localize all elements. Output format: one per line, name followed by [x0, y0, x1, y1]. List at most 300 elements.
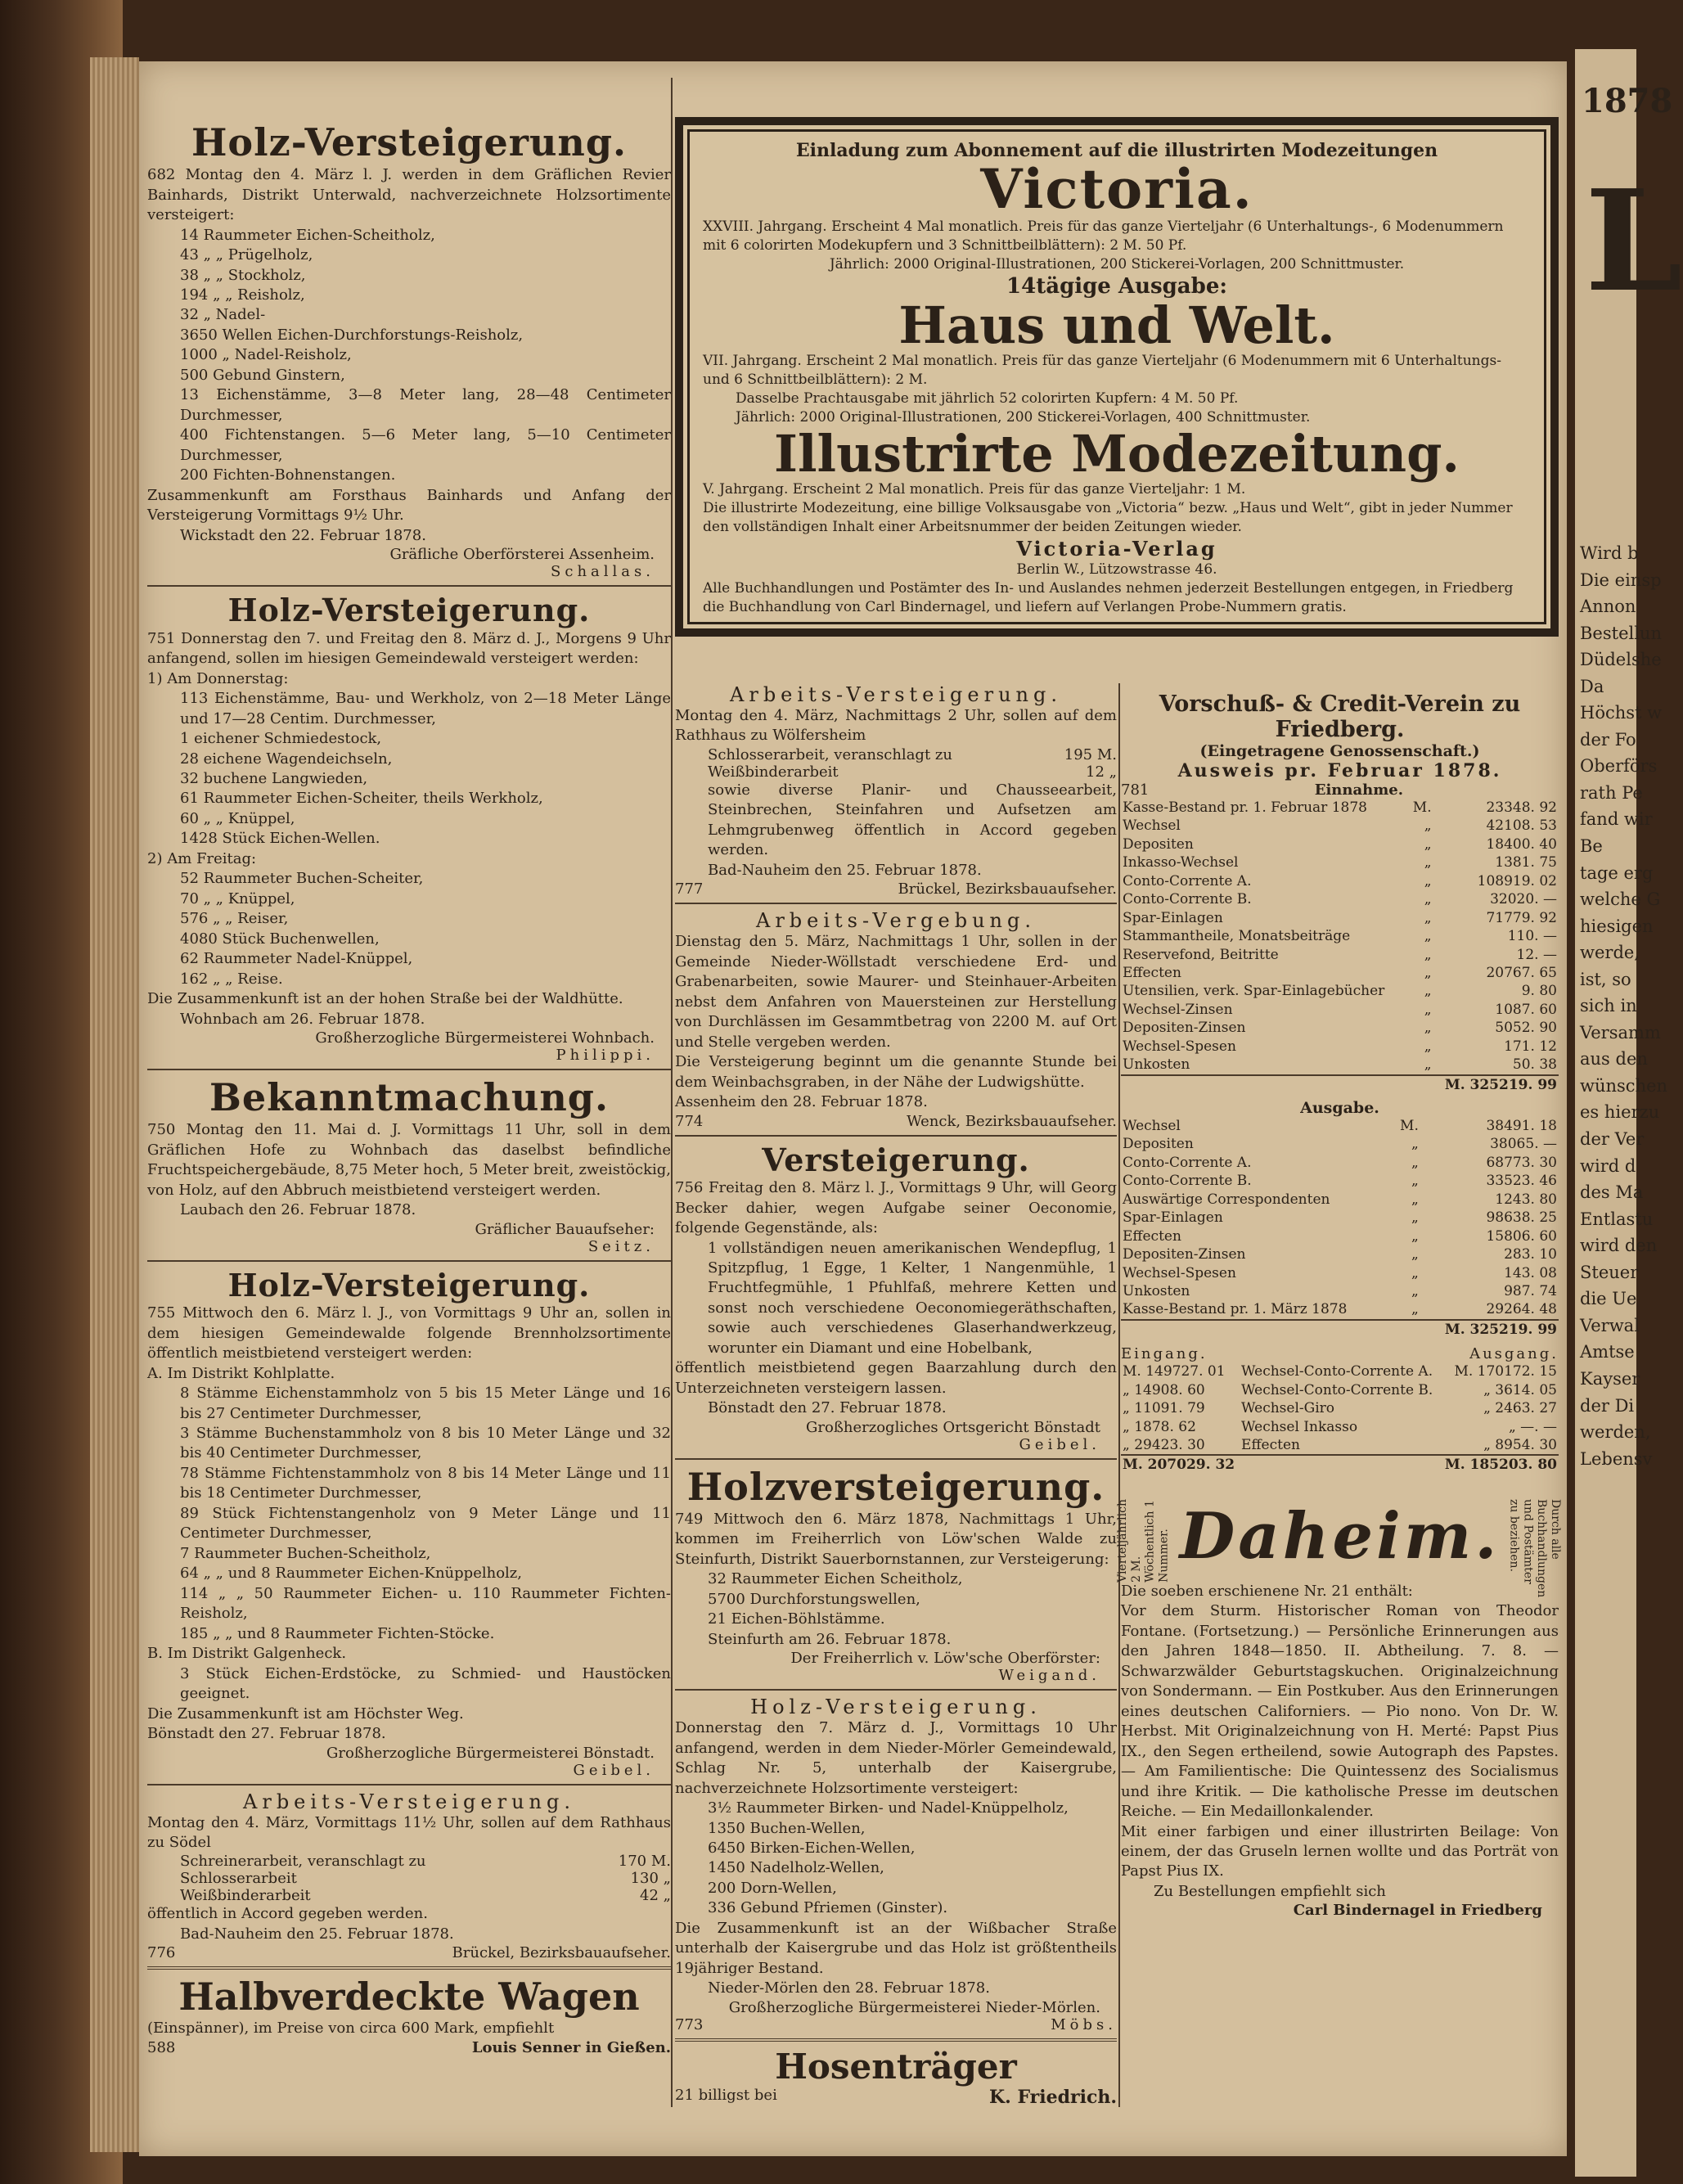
cell-label: Wechsel-Zinsen [1123, 1001, 1233, 1018]
facing-page-line: Da [1580, 676, 1604, 696]
cell-cur: „ [1424, 983, 1432, 1000]
ad-closing: öffentlich in Accord gegeben werden. [147, 1905, 428, 1923]
cell-value: 110. — [1507, 928, 1557, 945]
cell-out: M. 170172. 15 [1454, 1363, 1557, 1380]
cell-cur: „ [1411, 1227, 1419, 1245]
list-item: 1350 Buchen-Wellen, [708, 1819, 866, 1837]
daheim-text: Mit einer farbigen und einer illustrirten Beilage: Von einem, der das Gruseln lernen wollte und das Porträt von Papst Pius IX. [1121, 1822, 1559, 1880]
list-item: Schreinerarbeit, veranschlagt zu 170 M. [180, 1853, 671, 1871]
acc-total-in: M. 207029. 32 [1121, 1455, 1240, 1474]
cell-label: Spar-Einlagen [1123, 1209, 1223, 1227]
column-2 [675, 683, 1117, 2108]
item-list [147, 1853, 671, 1904]
ad-footer [675, 880, 1117, 898]
cell-cur: „ [1411, 1154, 1419, 1171]
cell-value: 20767. 65 [1486, 964, 1557, 981]
table-row [1121, 982, 1559, 1000]
list-item: 1000 „ Nadel-Reisholz, [180, 346, 352, 364]
cell-value: 15806. 60 [1486, 1227, 1557, 1245]
page-edges [90, 57, 139, 2152]
box-publisher: Victoria-Verlag [1016, 536, 1217, 561]
ad-text: Die Versteigerung beginnt um die genannte Stunde bei dem Weinbachsgraben, in der Nähe der Ludwigshütte. [675, 1053, 1117, 1091]
daheim-title: Daheim. [1179, 1498, 1501, 1574]
cell-value: 33523. 46 [1486, 1173, 1557, 1190]
cell-label: Reservefond, Beitritte [1123, 946, 1279, 963]
table-row [1121, 799, 1559, 817]
table-row [1121, 872, 1559, 890]
facing-page-line: die Ue [1580, 1289, 1637, 1309]
table-row [1121, 1362, 1559, 1380]
income-heading: Einnahme. [1314, 781, 1403, 799]
ad-intro: 751 Donnerstag den 7. und Freitag den 8. März d. J., Morgens 9 Uhr anfangend, sollen im hiesigen Gemeindewald versteigert werden: [147, 629, 671, 668]
ad-title: Halbverdeckte Wagen [178, 1975, 640, 2020]
cell-label: Conto-Corrente B. [1123, 1173, 1252, 1190]
table-row [1121, 1154, 1559, 1172]
ad-footer [675, 2087, 1117, 2108]
table-row [1121, 835, 1559, 853]
cell-label: Wechsel-Spesen [1123, 1264, 1236, 1281]
list-item: 200 Fichten-Bohnenstangen. [180, 466, 396, 484]
ad-place-date: Wickstadt den 22. Februar 1878. [180, 526, 426, 544]
cell-label: Utensilien, verk. Spar-Einlagebücher [1123, 983, 1385, 1000]
cell-value: 9. 80 [1521, 983, 1557, 1000]
ad-title: Holz-Versteigerung. [191, 120, 628, 164]
list-item: 52 Raummeter Buchen-Scheiter, [180, 870, 424, 888]
table-row [1121, 1135, 1559, 1153]
box-text: Die illustrirte Modezeitung, eine billige Volksausgabe von „Victoria“ bezw. „Haus und Welt“, gibt in jeder Nummer den vollständigen Inhalt einer Arbeitsnummer der beiden Zeitungen wieder. [703, 499, 1513, 535]
cell-value: 1087. 60 [1495, 1001, 1557, 1018]
ad-text: 749 Mittwoch den 6. März 1878, Nachmittags 1 Uhr, kommen im Freiherrlich von Löw'schen Walde zu Steinfurth, Distrikt Sauerbornstannen, zur Versteigerung: [675, 1510, 1117, 1568]
facing-page-line: Höchst w [1580, 703, 1663, 723]
facing-page-line: aus den [1580, 1049, 1648, 1069]
cell-label: Kasse-Bestand pr. 1. Februar 1878 [1123, 799, 1367, 816]
ad-authority: Großherzogliches Ortsgericht Bönstadt [806, 1418, 1100, 1436]
facing-page-line: Be [1580, 836, 1603, 857]
ad-place-date: Steinfurth am 26. Februar 1878. [708, 1630, 952, 1648]
facing-page-line: Kayser [1580, 1368, 1640, 1389]
list-item: Weißbinderarbeit 12 „ [708, 763, 1117, 781]
cell-label: Conto-Corrente B. [1123, 891, 1252, 908]
facing-page-fragments [1580, 540, 1668, 1472]
cell-cur: „ [1424, 909, 1432, 926]
cell-label: Kasse-Bestand pr. 1. März 1878 [1123, 1301, 1348, 1318]
box-text: Jährlich: 2000 Original-Illustrationen, 200 Stickerei-Vorlagen, 400 Schnittmuster. [736, 409, 1311, 426]
ad-authority: Großherzogliche Bürgermeisterei Nieder-Mörlen. [728, 1998, 1100, 2016]
box-footer: Alle Buchhandlungen und Postämter des In- und Auslandes nehmen jederzeit Bestellungen entgegen, in Friedberg die Buchhandlung von Carl Bindernagel, und liefern auf Verlangen Probe-Nummern gratis. [703, 579, 1514, 615]
cell-cur: „ [1411, 1246, 1419, 1263]
list-item: 576 „ „ Reiser, [180, 910, 289, 928]
ad-intro: Montag den 4. März, Vormittags 11½ Uhr, sollen auf dem Rathhaus zu Södel [147, 1813, 671, 1851]
daheim-signer: Carl Bindernagel in Friedberg [1293, 1902, 1542, 1920]
ad-title: Holz-Versteigerung. [227, 1266, 591, 1304]
ad-title: Arbeits-Versteigerung. [243, 1790, 575, 1813]
table-row [1121, 1227, 1559, 1245]
acc-total-out: M. 185203. 80 [1440, 1455, 1559, 1474]
cell-cur: M. [1400, 1118, 1419, 1134]
facing-page-line: Entlastu [1580, 1209, 1654, 1229]
table-row [1121, 1399, 1559, 1417]
cell-label: Effecten [1241, 1437, 1300, 1453]
cell-value: 987. 74 [1504, 1282, 1557, 1299]
cell-cur: „ [1424, 817, 1432, 835]
cell-label: Conto-Corrente A. [1123, 872, 1252, 889]
ad-place-date: Bönstadt den 27. Februar 1878. [708, 1399, 947, 1417]
table-row [1121, 1264, 1559, 1282]
item-list [675, 1569, 1117, 1629]
item-list [147, 689, 671, 849]
list-item: Schlosserarbeit, veranschlagt zu 195 M. [708, 745, 1117, 763]
table-row [1121, 1418, 1559, 1436]
ad-place-date: Bönstadt den 27. Februar 1878. [147, 1725, 386, 1743]
cell-cur: „ [1411, 1191, 1419, 1208]
table-row [1121, 1056, 1559, 1074]
ad-place-date: Nieder-Mörlen den 28. Februar 1878. [708, 1979, 990, 1997]
facing-page-line: Düdelshe [1580, 650, 1662, 670]
ad-authority: Gräflicher Bauaufseher: [475, 1220, 655, 1238]
item-list [675, 1799, 1117, 1919]
facing-page-line: des Ma [1580, 1182, 1644, 1203]
box-text: XXVIII. Jahrgang. Erscheint 4 Mal monatlich. Preis für das ganze Vierteljahr (6 Unterhaltungs-, 6 Modenummern mit 6 colorirten Modekupfern und 3 Schnittbeilblättern): 2 M. 50 Pf. [703, 218, 1504, 254]
facing-page-line: Bestellun [1580, 623, 1662, 643]
table-row [1121, 909, 1559, 927]
ad-closing: Zusammenkunft am Forsthaus Bainhards und Anfang der Versteigerung Vormittags 9½ Uhr. [147, 486, 671, 525]
cell-out: „ 8954. 30 [1483, 1437, 1557, 1453]
table-row [1121, 1436, 1559, 1455]
ad-signer: Weigand. [998, 1667, 1100, 1685]
list-item: 13 Eichenstämme, 3—8 Meter lang, 28—48 Centimeter Durchmesser, [180, 386, 671, 424]
list-item: 185 „ „ und 8 Raummeter Fichten-Stöcke. [180, 1624, 495, 1642]
facing-page-line: Annon [1580, 597, 1636, 617]
facing-page-line: der Ver [1580, 1129, 1645, 1150]
table-row [1121, 1038, 1559, 1056]
ad-place-date: Assenheim den 28. Februar 1878. [675, 1093, 928, 1111]
cell-label: Inkasso-Wechsel [1123, 854, 1239, 871]
cell-cur: „ [1424, 1020, 1432, 1037]
district-heading: A. Im Distrikt Kohlplatte. [147, 1364, 335, 1382]
list-item: 114 „ „ 50 Raummeter Eichen- u. 110 Raummeter Fichten-Reisholz, [180, 1584, 671, 1623]
cell-cur: „ [1424, 1001, 1432, 1018]
item-list [147, 869, 671, 989]
ad-text: 21 billigst bei [675, 2086, 777, 2104]
eingang-heading: Eingang. [1121, 1345, 1208, 1363]
cell-label: Spar-Einlagen [1123, 909, 1223, 926]
list-item: 4080 Stück Buchenwellen, [180, 930, 380, 948]
ad-intro: 755 Mittwoch den 6. März l. J., von Vormittags 9 Uhr an, sollen in dem hiesigen Gemeindewalde folgende Brennholzsortimente öffentlich meistbietend versteigert werden: [147, 1304, 671, 1362]
table-row [1121, 1191, 1559, 1209]
list-item: 113 Eichenstämme, Bau- und Werkholz, von 2—18 Meter Länge und 17—28 Centim. Durchmesser, [180, 690, 671, 727]
cell-cur: „ [1424, 872, 1432, 889]
verein-number: 781 [1121, 781, 1150, 799]
facing-page-line: Lebensv [1580, 1448, 1653, 1469]
column-1 [147, 61, 671, 2056]
daheim-side-note: Vierteljährlich 2 M. Wöchentlich 1 Nummer. [1116, 1498, 1171, 1583]
cell-cur: „ [1411, 1209, 1419, 1227]
list-item: 3½ Raummeter Birken- und Nadel-Knüppelholz, [708, 1799, 1069, 1817]
list-item: 62 Raummeter Nadel-Knüppel, [180, 950, 413, 968]
cell-label: Wechsel [1123, 817, 1181, 835]
ad-signer: K. Friedrich. [989, 2086, 1117, 2108]
box-text: V. Jahrgang. Erscheint 2 Mal monatlich. Preis für das ganze Vierteljahr: 1 M. [703, 481, 1246, 498]
table-row [1121, 890, 1559, 908]
facing-page-line: wird d [1580, 1155, 1636, 1176]
ad-title: Holzversteigerung. [686, 1464, 1105, 1509]
ad-text: 750 Montag den 11. Mai d. J. Vormittags 11 Uhr, soll in dem Gräflichen Hofe zu Wohnbach das daselbst befindliche Fruchtspeichergebäude, 8,75 Meter hoch, 5 Meter breit, zweistöckig, von Holz, auf den Abbruch meistbietend versteigert werden. [147, 1121, 671, 1199]
ad-signer: Seitz. [587, 1237, 655, 1255]
facing-page-line: Die einsp [1580, 570, 1662, 590]
list-item: 1428 Stück Eichen-Wellen. [180, 830, 380, 848]
facing-page-line: Amtse [1580, 1342, 1635, 1362]
facing-page-line: Versamm [1580, 1022, 1661, 1042]
cell-cur: „ [1411, 1282, 1419, 1299]
ad-title: Versteigerung. [762, 1141, 1030, 1178]
list-item: 3 Stück Eichen-Erdstöcke, zu Schmied- und Haustöcken geeignet. [180, 1664, 671, 1703]
district-heading: B. Im Distrikt Galgenheck. [147, 1645, 347, 1663]
ausgang-heading: Ausgang. [1469, 1345, 1559, 1363]
cell-value: 108919. 02 [1477, 872, 1557, 889]
daheim-closing: Zu Bestellungen empfiehlt sich [1154, 1882, 1386, 1900]
box-title-haus-und-welt: Haus und Welt. [898, 295, 1335, 356]
facing-page [1575, 49, 1683, 2177]
facing-page-line: Wird b [1580, 543, 1639, 563]
cell-cur: „ [1424, 964, 1432, 981]
list-item: 1 eichener Schmiedestock, [180, 730, 382, 748]
list-item: 3 Stämme Buchenstammholz von 8 bis 10 Meter Länge und 32 bis 40 Centimeter Durchmesser, [180, 1425, 671, 1462]
box-text: Dasselbe Prachtausgabe mit jährlich 52 colorirten Kupfern: 4 M. 50 Pf. [736, 390, 1239, 408]
list-item: 78 Stämme Fichtenstammholz von 8 bis 14 Meter Länge und 11 bis 18 Centimeter Durchmesser, [180, 1464, 671, 1502]
ad-signer: Geibel. [573, 1761, 655, 1779]
cell-label: Wechsel-Giro [1241, 1400, 1335, 1417]
ad-number: 588 [147, 2038, 176, 2056]
table-row [1121, 1282, 1559, 1300]
facing-page-line: es hierzu [1580, 1102, 1660, 1123]
table-row [1121, 817, 1559, 835]
cell-cur: „ [1424, 835, 1432, 853]
list-item: 1450 Nadelholz-Wellen, [708, 1859, 884, 1877]
table-row [1121, 1381, 1559, 1399]
list-item: 400 Fichtenstangen. 5—6 Meter lang, 5—10 Centimeter Durchmesser, [180, 426, 671, 464]
ad-place-date: Laubach den 26. Februar 1878. [180, 1201, 416, 1219]
list-item: 38 „ „ Stockholz, [180, 266, 306, 284]
cell-label: Stammantheile, Monatsbeiträge [1123, 928, 1351, 945]
item-list [147, 1384, 671, 1644]
ad-place-date: Bad-Nauheim den 25. Februar 1878. [708, 861, 982, 879]
list-item: 21 Eichen-Böhlstämme. [708, 1610, 885, 1628]
daheim-text: Vor dem Sturm. Historischer Roman von Theodor Fontane. (Fortsetzung.) — Persönliche Erinnerungen aus den Jahren 1848—1850. II. Abtheilung. 7. 8. — Schwarzwälder Geburtstagskuchen. Originalzeichnung von Sondermann. — Ein Postkuber. Aus den Erinnerungen eines deutschen Californiers. — Pio nono. Von Dr. W. Herbst. Mit Originalzeichnung von H. Merté: Papst Pius IX., den Segen ertheilend, sowie Autograph des Papstes. — Am Familientische: Die Quintessenz des Socialismus und ihre Kritik. — Die katholische Presse im deutschen Reiche. — Ein Medaillonkalender. [1121, 1602, 1559, 1821]
cell-label: Wechsel Inkasso [1241, 1418, 1358, 1435]
ad-title: Bekanntmachung. [209, 1075, 609, 1120]
box-text: VII. Jahrgang. Erscheint 2 Mal monatlich. Preis für das ganze Vierteljahr (6 Modenummern mit 6 Unterhaltungs- und 6 Schnittbeilblättern): 2 M. [703, 353, 1501, 389]
list-item: Schlosserarbeit 130 „ [180, 1870, 671, 1888]
ad-authority: Der Freiherrlich v. Löw'sche Oberförster: [790, 1650, 1100, 1668]
cell-value: 71779. 92 [1486, 909, 1557, 926]
facing-page-initial: L [1585, 160, 1683, 323]
ad-number: 773 [675, 2015, 704, 2033]
list-item: 32 Raummeter Eichen Scheitholz, [708, 1570, 963, 1588]
cell-label: Wechsel-Conto-Corrente B. [1241, 1381, 1433, 1398]
column-rule [671, 78, 673, 2107]
table-row [1121, 1209, 1559, 1227]
cell-cur: „ [1424, 1038, 1432, 1055]
list-item: 89 Stück Fichtenstangenholz von 9 Meter Länge und 11 Centimeter Durchmesser, [180, 1504, 671, 1542]
cell-value: 1381. 75 [1495, 854, 1557, 871]
cell-out: „ 2463. 27 [1483, 1400, 1557, 1417]
daheim-side-note: Durch alle Buchhandlungen und Postämter zu beziehen. [1507, 1498, 1562, 1598]
cell-cur: „ [1424, 946, 1432, 963]
cell-cur: „ [1411, 1264, 1419, 1281]
facing-page-line: der Di [1580, 1395, 1635, 1416]
ad-signer: Philippi. [556, 1047, 655, 1065]
cell-cur: „ [1411, 1173, 1419, 1190]
ad-text: Dienstag den 5. März, Nachmittags 1 Uhr, sollen in der Gemeinde Nieder-Wöllstadt verschiedene Erd- und Grabenarbeiten, sowie Maurer- und Steinhauer-Arbeiten nebst dem Anfahren von Mauersteinen zur Herstellung von Durchlässen im Gesammtbetrag von 2200 M. auf Ort und Stelle vergeben werden. [675, 933, 1117, 1051]
facing-page-line: Steuer [1580, 1262, 1639, 1282]
table-row [1121, 1245, 1559, 1263]
cell-label: Depositen [1123, 1136, 1194, 1153]
table-row [1121, 1117, 1559, 1135]
list-item: 32 „ Nadel- [180, 306, 266, 324]
facing-page-line: hiesigen [1580, 916, 1654, 936]
ad-authority: Gräfliche Oberförsterei Assenheim. [389, 546, 655, 564]
cell-value: 98638. 25 [1486, 1209, 1557, 1227]
list-item: 32 buchene Langwieden, [180, 769, 368, 787]
expense-total: M. 325219. 99 [1420, 1320, 1559, 1339]
list-item: 43 „ „ Prügelholz, [180, 246, 313, 264]
cell-value: 12. — [1516, 946, 1557, 963]
list-item: Weißbinderarbeit 42 „ [180, 1887, 671, 1905]
cell-label: Depositen-Zinsen [1123, 1020, 1246, 1037]
cell-cur: „ [1411, 1136, 1419, 1153]
box-invite: Einladung zum Abonnement auf die illustrirten Modezeitungen [795, 140, 1438, 161]
cell-in: „ 11091. 79 [1123, 1400, 1205, 1417]
newspaper-page [139, 61, 1567, 2156]
list-item: 7 Raummeter Buchen-Scheitholz, [180, 1544, 431, 1562]
cell-cur: M. [1412, 799, 1432, 816]
verein-title: Vorschuß- & Credit-Verein zu Friedberg. [1159, 691, 1521, 742]
ad-intro: 682 Montag den 4. März l. J. werden in dem Gräflichen Revier Bainhards, Distrikt Unterwald, nachverzeichnete Holzsortimente versteigert: [147, 166, 671, 224]
ad-authority: Großherzogliche Bürgermeisterei Wohnbach. [315, 1029, 655, 1047]
list-item: 500 Gebund Ginstern, [180, 366, 345, 384]
cell-out: „ —. — [1508, 1418, 1557, 1435]
list-item: 194 „ „ Reisholz, [180, 286, 305, 304]
facing-page-line: Verwal [1580, 1315, 1640, 1335]
income-total: M. 325219. 99 [1433, 1075, 1559, 1094]
ad-signer: Möbs. [1051, 2015, 1117, 2033]
cell-in: „ 1878. 62 [1123, 1418, 1196, 1435]
cell-label: Depositen [1123, 835, 1194, 853]
ad-signer: Schallas. [551, 563, 655, 581]
cell-value: 1243. 80 [1495, 1191, 1557, 1208]
daheim-intro: Die soeben erschienene Nr. 21 enthält: [1121, 1582, 1413, 1600]
ad-signer: Brückel, Bezirksbauaufseher. [452, 1944, 671, 1962]
table-row [1121, 853, 1559, 871]
list-item: 3650 Wellen Eichen-Durchforstungs-Reisholz, [180, 326, 524, 344]
ad-text: (Einspänner), im Preise von circa 600 Mark, empfiehlt [147, 2020, 555, 2038]
ad-place-date: Bad-Nauheim den 25. Februar 1878. [180, 1925, 454, 1943]
list-item: 5700 Durchforstungswellen, [708, 1590, 920, 1608]
cell-value: 283. 10 [1504, 1246, 1557, 1263]
box-title-victoria: Victoria. [980, 157, 1253, 221]
expense-heading: Ausgabe. [1300, 1099, 1379, 1117]
ad-signer: Wenck, Bezirksbauaufseher. [907, 1112, 1117, 1130]
facing-page-line: tage erg [1580, 862, 1654, 883]
day-heading: 2) Am Freitag: [147, 849, 257, 867]
expense-table [1121, 1117, 1559, 1339]
table-row [1121, 964, 1559, 982]
cell-value: 143. 08 [1504, 1264, 1557, 1281]
cell-label: Wechsel-Spesen [1123, 1038, 1236, 1055]
facing-page-line: ist, so [1580, 969, 1631, 989]
cell-value: 50. 38 [1512, 1056, 1557, 1074]
list-item: 8 Stämme Eichenstammholz von 5 bis 15 Meter Länge und 16 bis 27 Centimeter Durchmesser, [180, 1385, 671, 1422]
box-text: Jährlich: 2000 Original-Illustrationen, 200 Stickerei-Vorlagen, 200 Schnittmuster. [829, 256, 1405, 273]
ad-footer [675, 2016, 1117, 2033]
table-row [1121, 927, 1559, 945]
ad-closing: sowie diverse Planir- und Chausseearbeit, Steinbrechen, Steinfahren und Aufsetzen am Lehmgrubenweg öffentlich in Accord gegeben werden. [708, 781, 1117, 859]
list-item: 200 Dorn-Wellen, [708, 1879, 837, 1897]
cell-label: Conto-Corrente A. [1123, 1154, 1252, 1171]
table-row [1121, 1172, 1559, 1190]
facing-page-line: fand wir [1580, 809, 1653, 830]
facing-page-line: Oberförs [1580, 756, 1658, 777]
cell-in: M. 149727. 01 [1123, 1363, 1226, 1380]
ad-number: 774 [675, 1112, 704, 1130]
ad-closing: Die Zusammenkunft ist an der Wißbacher Straße unterhalb der Kaisergrube und das Holz ist größtentheils 19jähriger Bestand. [675, 1919, 1117, 1977]
facing-page-line: wünschen [1580, 1075, 1668, 1096]
ad-title: Holz-Versteigerung. [227, 592, 591, 629]
cell-value: 38065. — [1490, 1136, 1557, 1153]
ad-footer [147, 2039, 671, 2056]
cell-value: 171. 12 [1504, 1038, 1557, 1055]
table-row [1121, 1001, 1559, 1019]
cell-label: Effecten [1123, 1227, 1181, 1245]
cell-cur: „ [1424, 928, 1432, 945]
ad-intro: Montag den 4. März, Nachmittags 2 Uhr, sollen auf dem Rathhaus zu Wölfersheim [675, 707, 1117, 745]
cell-cur: „ [1424, 854, 1432, 871]
ad-signer: Brückel, Bezirksbauaufseher. [898, 880, 1117, 898]
item-list [675, 746, 1117, 781]
cell-label: Unkosten [1123, 1282, 1190, 1299]
cell-value: 5052. 90 [1495, 1020, 1557, 1037]
facing-page-line: rath Pe [1580, 782, 1643, 803]
table-row [1121, 1300, 1559, 1319]
cell-label: Auswärtige Correspondenten [1123, 1191, 1330, 1208]
ad-closing: Die Zusammenkunft ist am Höchster Weg. [147, 1704, 464, 1722]
cell-value: 42108. 53 [1486, 817, 1557, 835]
list-item: 6450 Birken-Eichen-Wellen, [708, 1840, 916, 1857]
ad-number: 776 [147, 1944, 176, 1962]
box-title-modezeitung: Illustrirte Modezeitung. [774, 423, 1460, 484]
ad-footer [675, 1113, 1117, 1130]
table-row [1121, 1019, 1559, 1037]
facing-page-line: sich in [1580, 996, 1637, 1016]
column-rule [1118, 683, 1120, 2107]
facing-page-line: der Fo [1580, 729, 1636, 750]
cell-cur: „ [1424, 891, 1432, 908]
cell-value: 29264. 48 [1486, 1301, 1557, 1318]
cell-value: 38491. 18 [1486, 1118, 1557, 1134]
facing-page-line: werden, [1580, 1422, 1651, 1443]
day-heading: 1) Am Donnerstag: [147, 669, 289, 687]
ad-authority: Großherzogliche Bürgermeisterei Bönstadt. [326, 1744, 655, 1762]
table-row [1121, 946, 1559, 964]
list-item: 61 Raummeter Eichen-Scheiter, theils Werkholz, [180, 790, 543, 808]
modezeitung-box-ad [675, 117, 1559, 637]
list-item: 336 Gebund Pfriemen (Ginster). [708, 1899, 948, 1917]
ad-title: Arbeits-Vergebung. [755, 909, 1036, 933]
list-item: 70 „ „ Knüppel, [180, 889, 295, 907]
account-headings [1121, 1345, 1559, 1362]
box-ad-wrapper [675, 110, 1559, 645]
cell-label: Effecten [1123, 964, 1181, 981]
